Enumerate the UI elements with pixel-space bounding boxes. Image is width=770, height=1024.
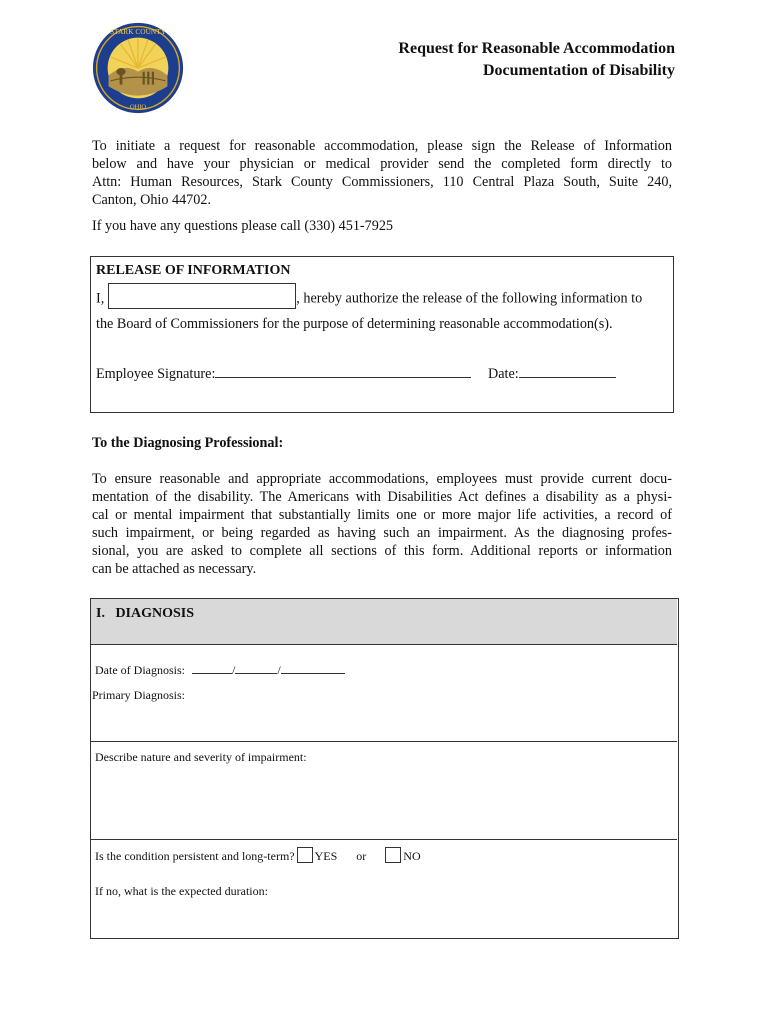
diagnosing-line: sional, you are asked to complete all sections of this form. Additional reports or information (92, 543, 672, 559)
diagnosis-year-field[interactable] (281, 662, 345, 674)
date-separator: / (277, 663, 281, 677)
i-label: I, (96, 290, 105, 307)
intro-line: Canton, Ohio 44702. (92, 192, 212, 208)
diagnosing-line: To ensure reasonable and appropriate accommodations, employees must provide current docu- (92, 471, 672, 487)
signature-field[interactable] (215, 363, 471, 378)
persistent-question: Is the condition persistent and long-term? (95, 849, 295, 863)
svg-text:OHIO: OHIO (129, 103, 147, 111)
expected-duration-label: If no, what is the expected duration: (95, 884, 268, 898)
diagnosing-line: can be attached as necessary. (92, 561, 257, 577)
no-label: NO (403, 849, 421, 863)
employee-name-field[interactable] (108, 283, 296, 309)
form-title-line2: Documentation of Disability (483, 62, 675, 79)
diagnosis-month-field[interactable] (192, 662, 232, 674)
no-checkbox[interactable] (385, 847, 401, 863)
stark-county-seal-logo (92, 22, 184, 114)
diagnosing-line: cal or mental impairment that substantially limits one or more major life activities, a record of (92, 507, 672, 523)
questions-phone-text: If you have any questions please call (330) 451-7925 (92, 218, 394, 234)
authorize-text: , hereby authorize the release of the following information to (296, 290, 643, 307)
intro-line: To initiate a request for reasonable accommodation, please sign the Release of Information (92, 138, 672, 154)
diagnosis-day-field[interactable] (235, 662, 277, 674)
signature-row (96, 363, 471, 383)
diagnosis-heading: I. DIAGNOSIS (96, 606, 195, 621)
signature-label: Employee Signature: (96, 366, 216, 382)
primary-diagnosis-label: Primary Diagnosis: (92, 688, 185, 702)
date-separator: / (231, 663, 236, 677)
date-of-diagnosis-label: Date of Diagnosis: (95, 663, 185, 677)
yes-label: YES (314, 849, 338, 863)
divider (91, 839, 677, 840)
intro-paragraph (92, 137, 672, 209)
or-label: or (356, 849, 367, 863)
form-title-line1: Request for Reasonable Accommodation (398, 40, 675, 57)
diagnosing-line: mentation of the disability. The Americans with Disabilities Act defines a disability as a physi- (92, 489, 672, 505)
divider (91, 741, 677, 742)
release-line2: the Board of Commissioners for the purpose of determining reasonable accommodation(s). (96, 316, 613, 332)
release-heading: RELEASE OF INFORMATION (96, 263, 291, 278)
diagnosis-header (91, 599, 677, 645)
release-of-information-box (90, 256, 674, 413)
intro-line: below and have your physician or medical provider send the completed form directly to (92, 156, 672, 172)
date-row (488, 363, 616, 383)
diagnosis-section (90, 598, 679, 939)
yes-checkbox[interactable] (297, 847, 313, 863)
intro-line: Attn: Human Resources, Stark County Commissioners, 110 Central Plaza South, Suite 240, (92, 174, 672, 190)
date-of-diagnosis-row (95, 662, 345, 678)
release-authorize-line (96, 289, 642, 309)
describe-impairment-label: Describe nature and severity of impairment: (95, 750, 307, 764)
diagnosing-line: such impairment, or being regarded as having such an impairment. As the diagnosing profes- (92, 525, 672, 541)
persistent-row (95, 847, 421, 864)
svg-text:STARK COUNTY: STARK COUNTY (109, 26, 167, 36)
diagnosing-paragraph (92, 470, 672, 578)
date-field[interactable] (519, 363, 616, 378)
diagnosing-heading: To the Diagnosing Professional: (92, 435, 284, 451)
date-label: Date: (488, 366, 519, 382)
